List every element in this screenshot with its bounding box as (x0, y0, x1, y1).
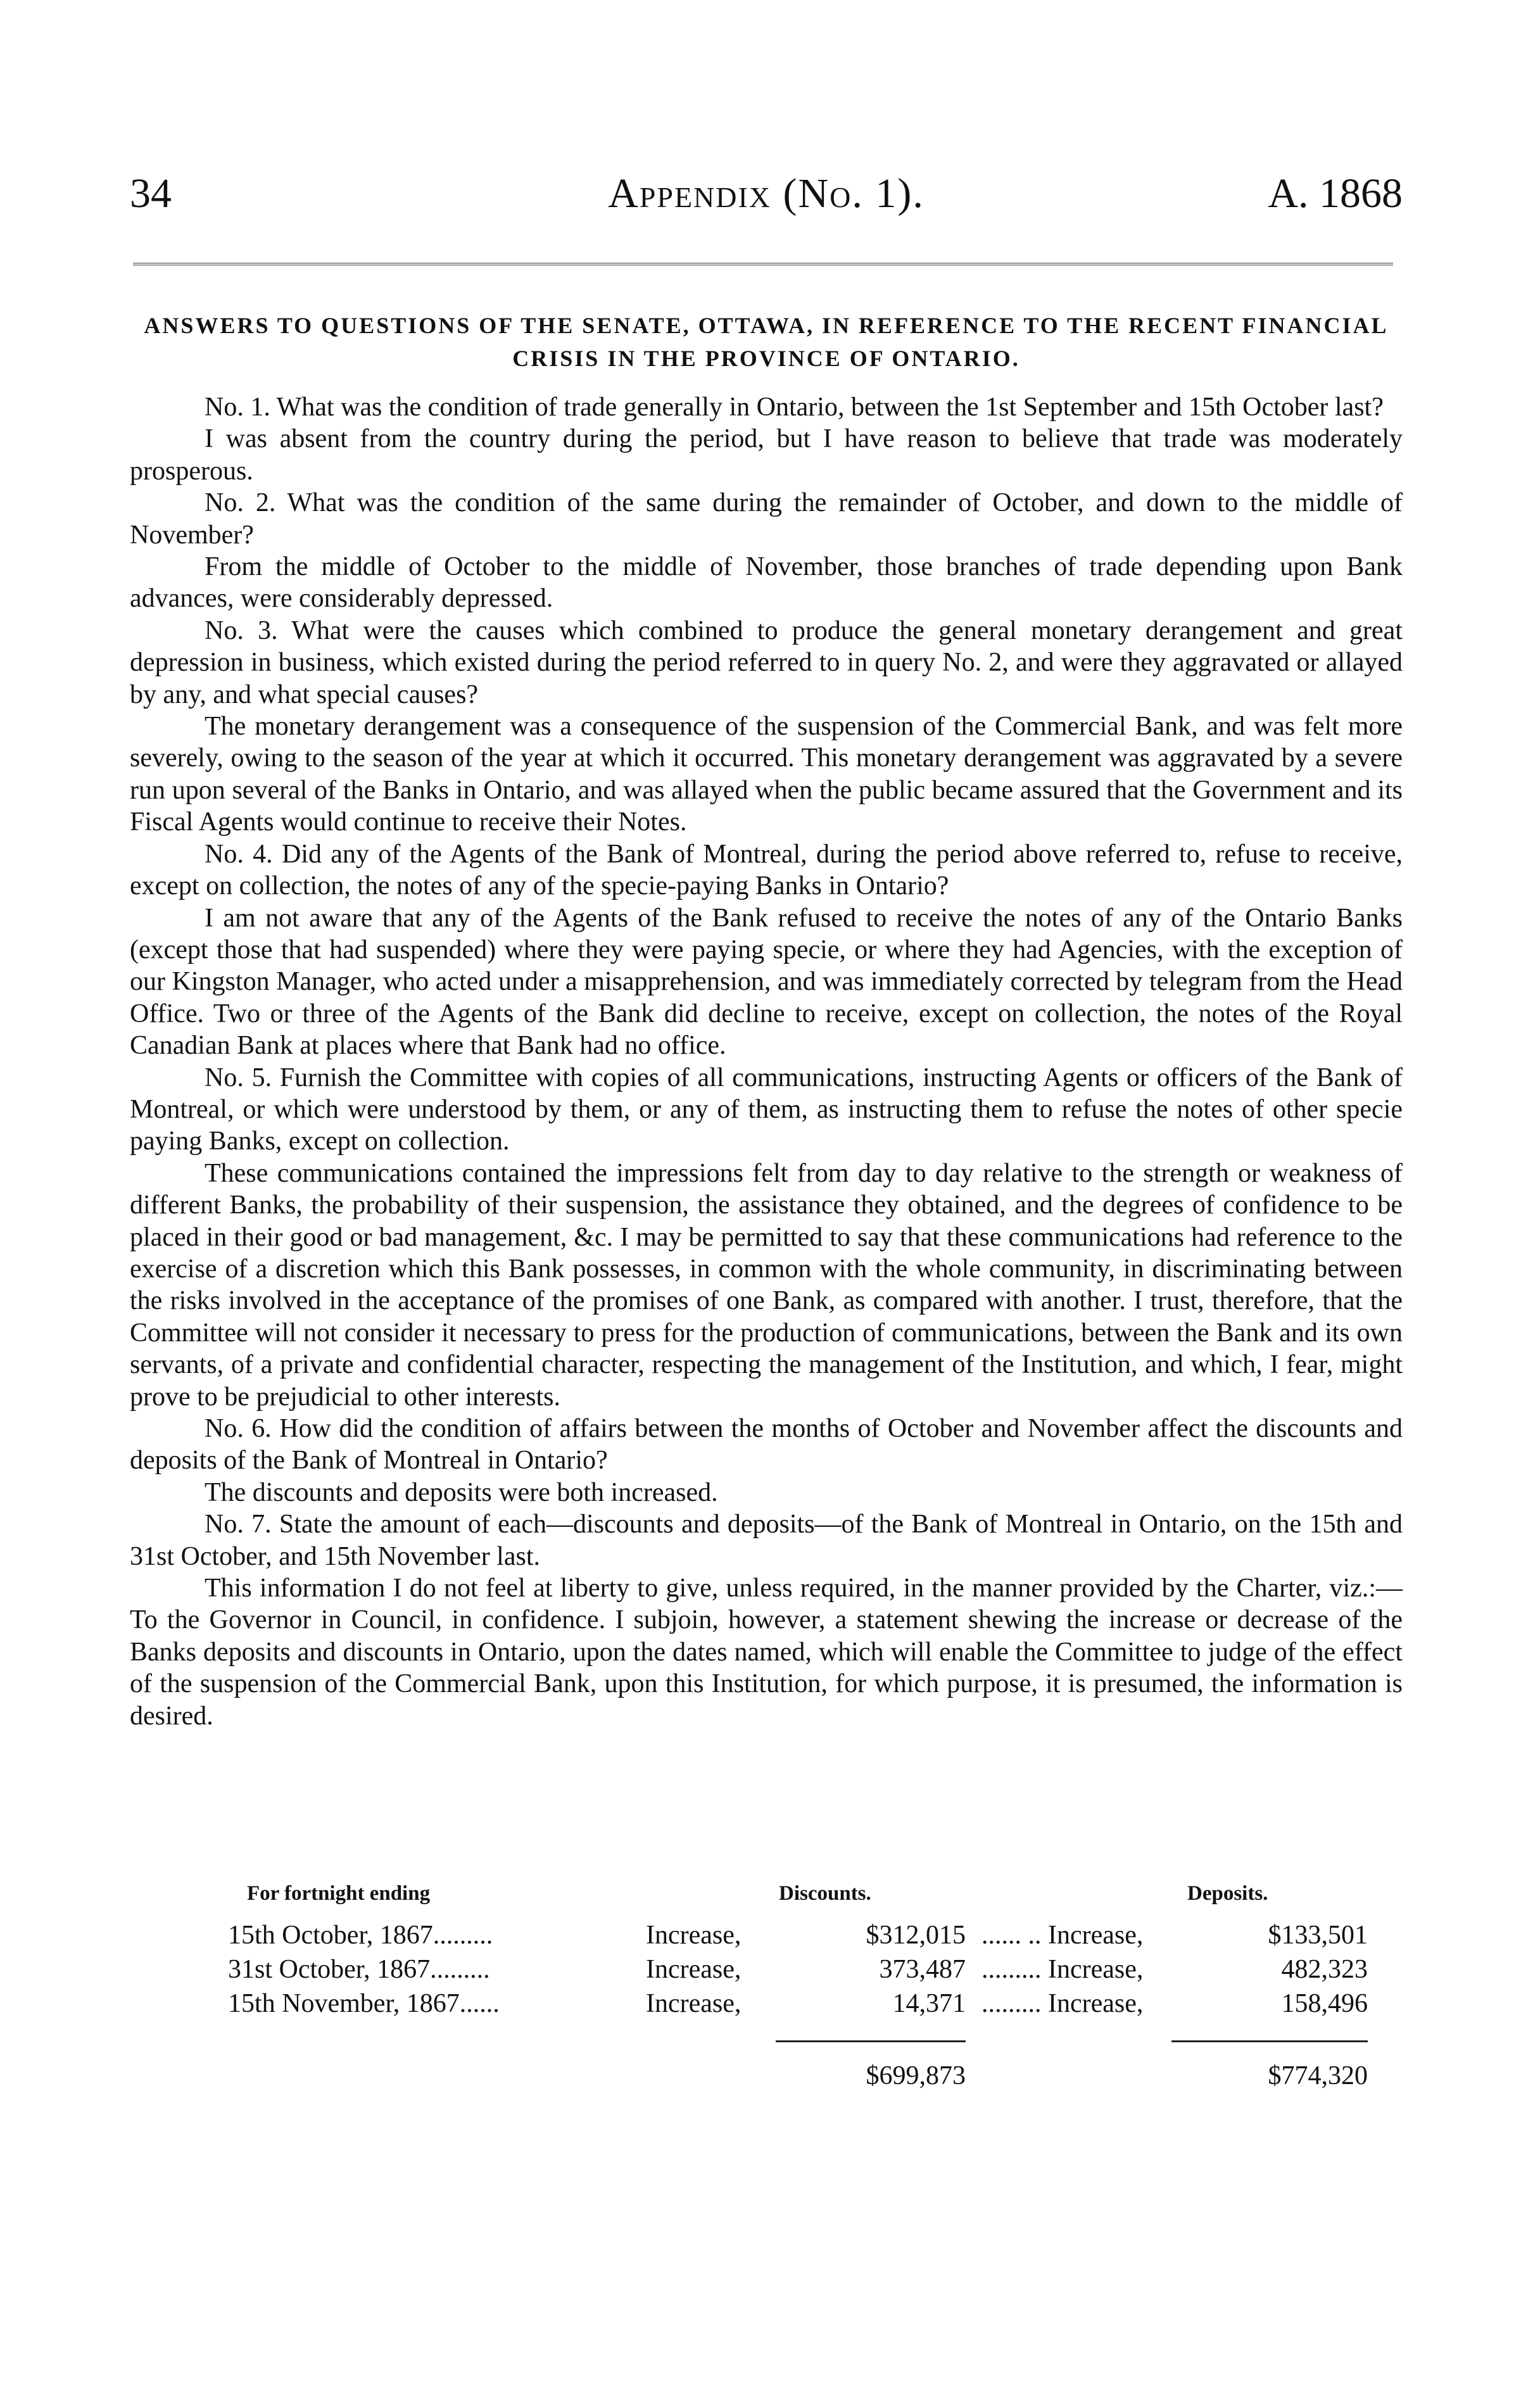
row-discount: 14,371 (892, 1989, 966, 2018)
answer-3: The monetary derangement was a consequence of the suspension of the Commercial Bank, and was felt more severely, owing to the season of the year at which it occurred. This monetary derangement was aggravated by a severe run upon several of the Banks in Ontario, and was allayed when the public became assured that the Government and its Fiscal Agents would continue to receive their Notes. (130, 712, 1403, 837)
discounts-total: $699,873 (866, 2061, 966, 2090)
answer-5: These communications contained the impressions felt from day to day relative to the strength or weakness of different Banks, the probability of their suspension, the assistance they obtained, and the degrees of confidence to be placed in their good or bad management, &c. I may be permitted to say that these communications had reference to the exercise of a discretion which this Bank possesses, in common with the whole community, in discriminating between the risks involved in the acceptance of the promises of one Bank, as compared with another. I trust, therefore, that the Committee will not consider it necessary to press for the production of communications, between the Bank and its own servants, of a private and confidential character, respecting the management of the Institution, and which, I fear, might prove to be prejudicial to other interests. (130, 1158, 1403, 1412)
question-3: No. 3. What were the causes which combined to produce the general monetary derangement and great depression in business, which existed during the period referred to in query No. 2, and were they aggravated or allayed by any, and what special causes? (130, 616, 1403, 709)
answer-2: From the middle of October to the middle of November, those branches of trade depending upon Bank advances, were considerably depressed. (130, 552, 1403, 614)
running-head (130, 170, 1403, 233)
header-rule (133, 263, 1393, 265)
page-number: 34 (130, 170, 172, 217)
table-row (130, 1988, 1403, 2024)
row-deposit-label: ......... Increase, (981, 1989, 1144, 2018)
row-deposit: $133,501 (1268, 1921, 1368, 1950)
header-discounts: Discounts. (779, 1882, 871, 1905)
row-discount-label: Increase, (646, 1921, 742, 1950)
table-row (130, 1920, 1403, 1956)
answer-7: This information I do not feel at liberty to give, unless required, in the manner provided by the Charter, viz.:—To the Governor in Council, in confidence. I subjoin, however, a statement shewing the increase or decrease of the Banks deposits and discounts in Ontario, upon the dates named, which will enable the Committee to judge of the effect of the suspension of the Commercial Bank, upon this Institution, for which purpose, it is presumed, the information is desired. (130, 1574, 1403, 1731)
row-deposit: 482,323 (1281, 1955, 1368, 1984)
row-discount-label: Increase, (646, 1989, 742, 2018)
question-2: No. 2. What was the condition of the same during the remainder of October, and down to the middle of November? (130, 488, 1403, 550)
row-deposit-label: ......... Increase, (981, 1955, 1144, 1984)
discounts-total-rule (776, 2040, 966, 2042)
body-text (130, 391, 1403, 1732)
answer-6: The discounts and deposits were both increased. (205, 1477, 718, 1507)
header-deposits: Deposits. (1187, 1882, 1268, 1905)
header-period: For fortnight ending (247, 1882, 431, 1905)
answer-4: I am not aware that any of the Agents of the Bank refused to receive the notes of any of the Ontario Banks (except those that had suspended) where they were paying specie, or where they had Agencies, with the exception of our Kingston Manager, who acted under a misapprehension, and was immediately corrected by telegram from the Head Office. Two or three of the Agents of the Bank did decline to receive, except on collection, the notes of the Royal Canadian Bank at places where that Bank had no office. (130, 903, 1403, 1061)
row-deposit: 158,496 (1281, 1989, 1368, 2018)
question-5: No. 5. Furnish the Committee with copies of all communications, instructing Agents or officers of the Bank of Montreal, or which were understood by them, or any of them, as instructing them to refuse the notes of other specie paying Banks, except on collection. (130, 1063, 1403, 1156)
row-date: 15th October, 1867......... (228, 1921, 493, 1950)
row-date: 31st October, 1867......... (228, 1955, 490, 1984)
row-discount: $312,015 (866, 1921, 966, 1950)
row-deposit-label: ...... .. Increase, (981, 1921, 1144, 1950)
deposits-total: $774,320 (1268, 2061, 1368, 2090)
appendix-title: Appendix (No. 1). (608, 170, 925, 217)
question-7: No. 7. State the amount of each—discounts and deposits—of the Bank of Montreal in Ontario, on the 15th and 31st October, and 15th November last. (130, 1510, 1403, 1571)
row-date: 15th November, 1867...... (228, 1989, 500, 2018)
deposits-total-rule (1171, 2040, 1368, 2042)
year-label: A. 1868 (1268, 170, 1403, 217)
section-heading: ANSWERS TO QUESTIONS OF THE SENATE, OTTAWA, IN REFERENCE TO THE RECENT FINANCIAL CRISIS IN THE PROVINCE OF ONTARIO. (144, 313, 1389, 371)
question-4: No. 4. Did any of the Agents of the Bank of Montreal, during the period above referred to, refuse to receive, except on collection, the notes of any of the specie-paying Banks in Ontario? (130, 839, 1403, 901)
row-discount: 373,487 (879, 1955, 966, 1984)
question-6: No. 6. How did the condition of affairs between the months of October and November affect the discounts and deposits of the Bank of Montreal in Ontario? (130, 1414, 1403, 1476)
table-row (130, 1954, 1403, 1990)
question-1: No. 1. What was the condition of trade generally in Ontario, between the 1st September and 15th October last? (205, 393, 1384, 422)
row-discount-label: Increase, (646, 1955, 742, 1984)
answer-1: I was absent from the country during the period, but I have reason to believe that trade was moderately prosperous. (130, 424, 1403, 486)
